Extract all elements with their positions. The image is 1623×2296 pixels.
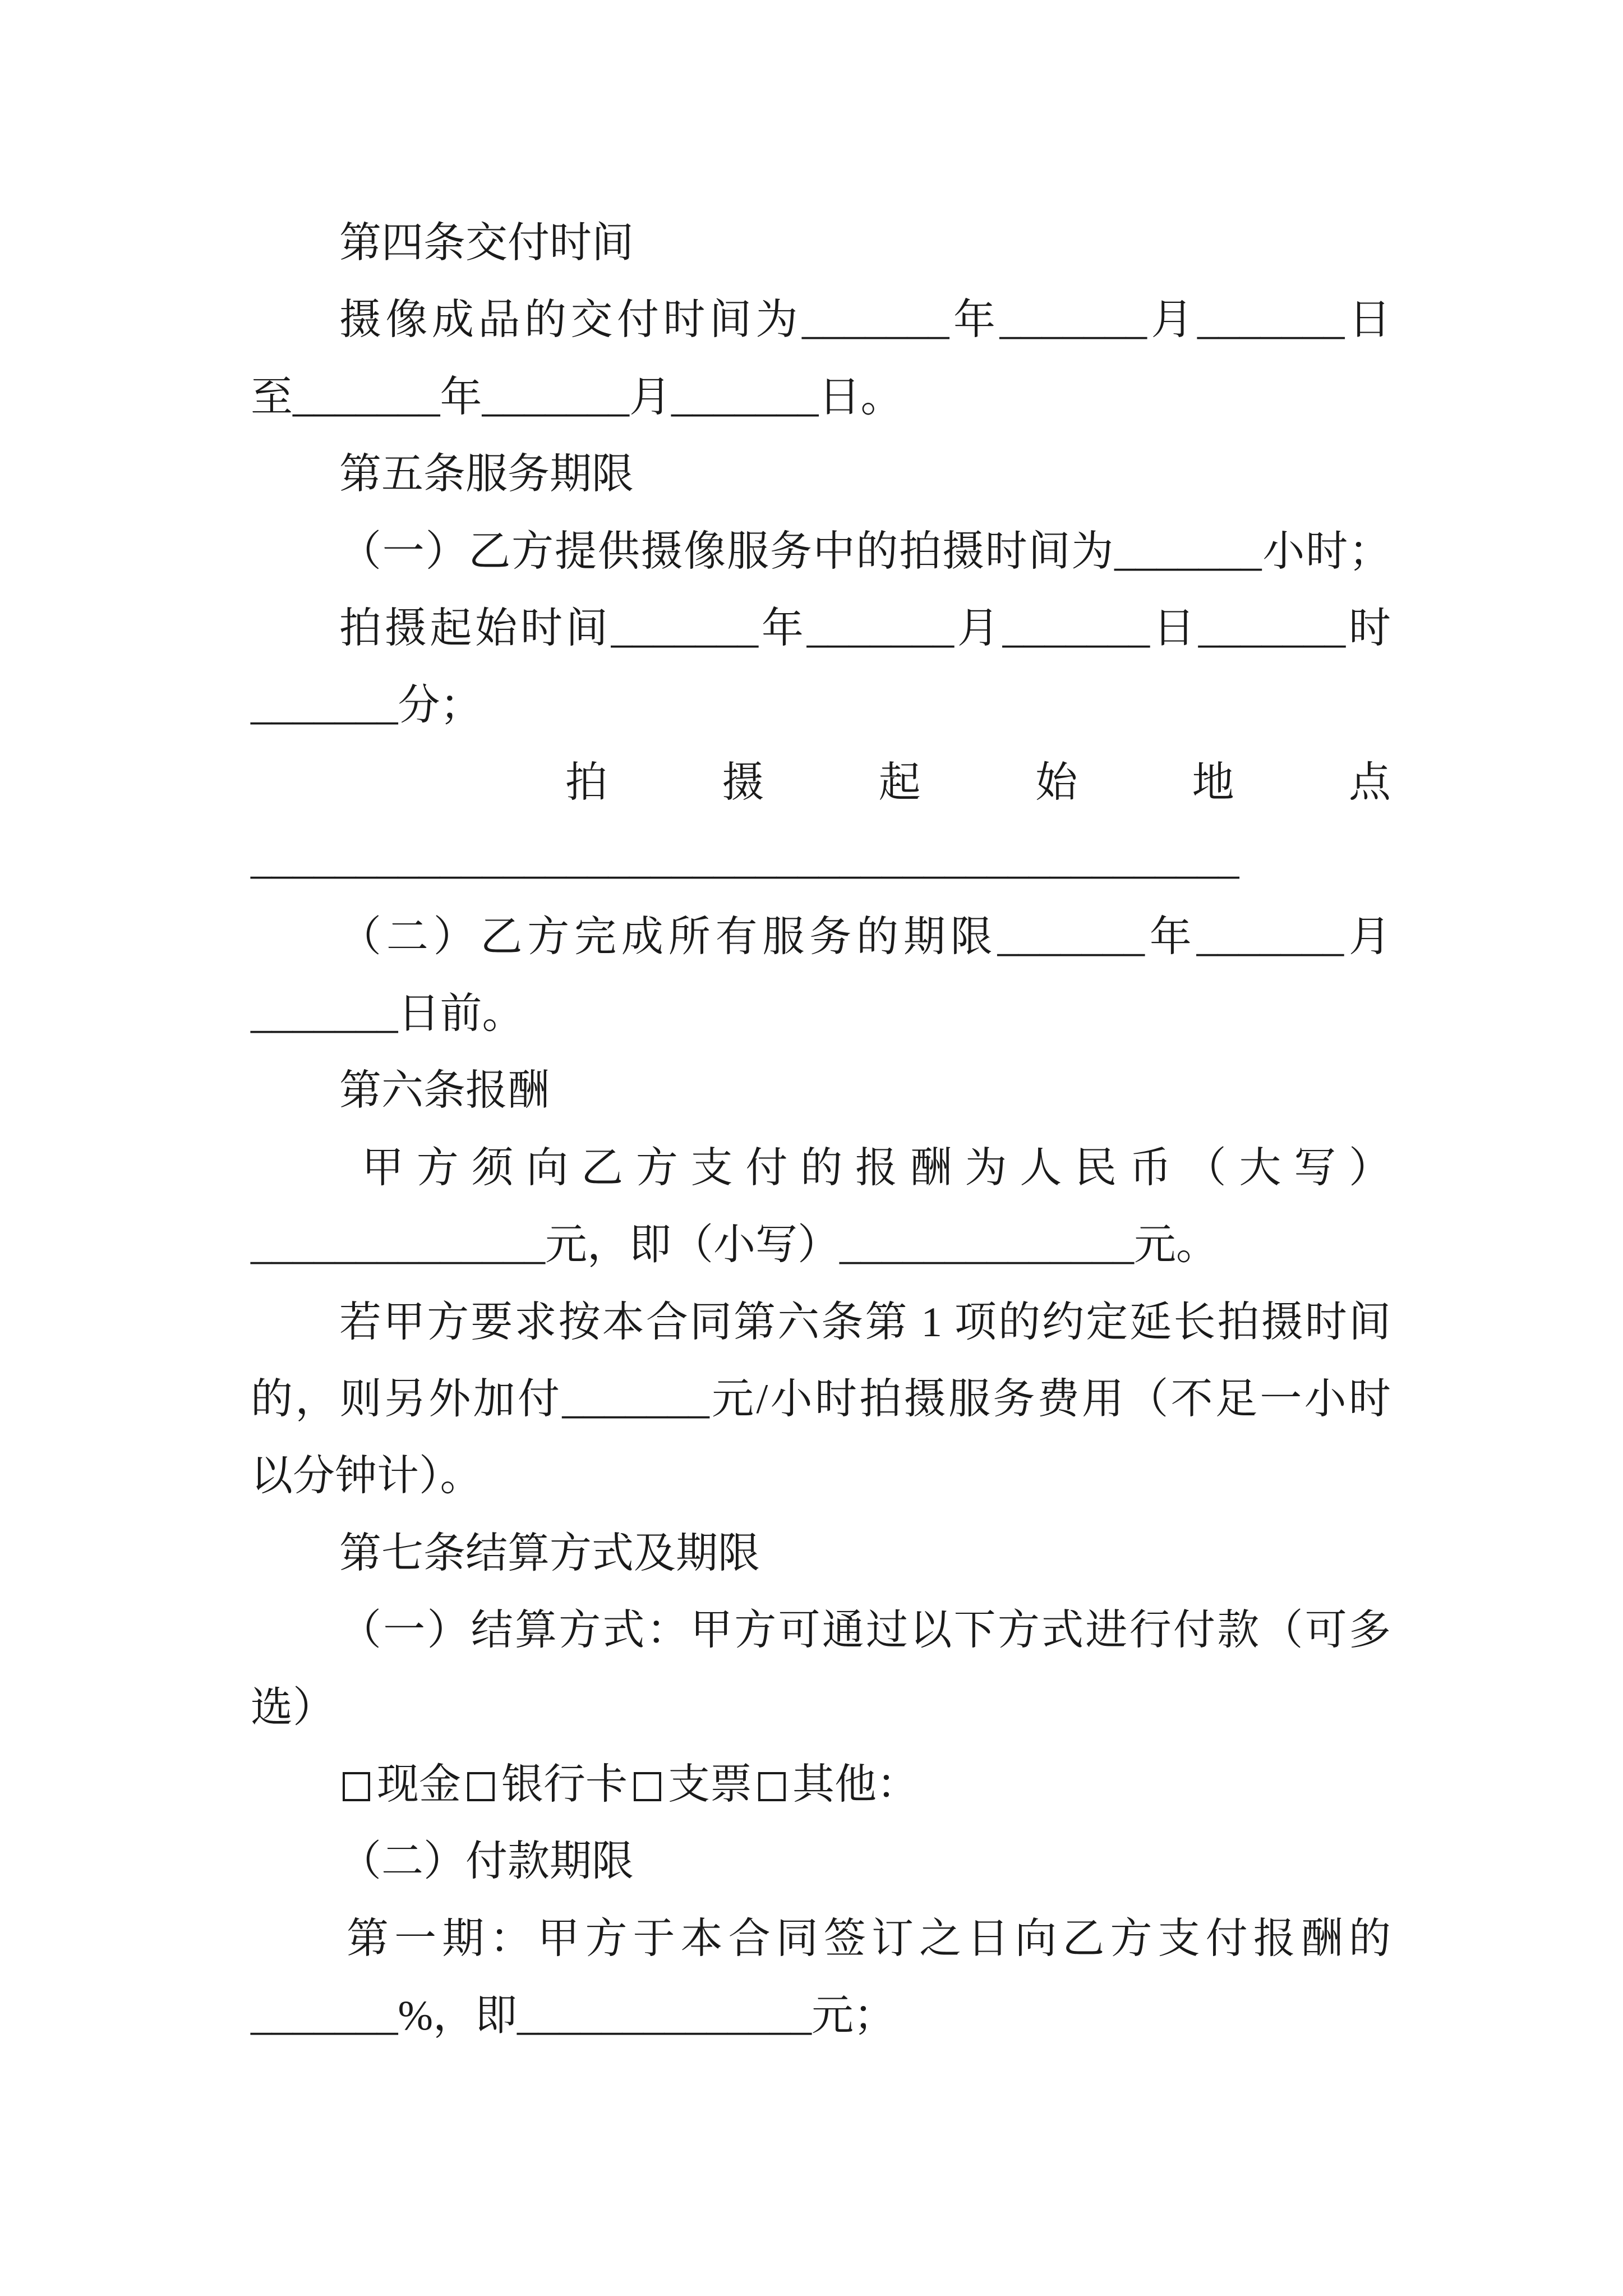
service-deadline-line-2: _______日前。 bbox=[251, 991, 524, 1037]
checkbox-icon bbox=[467, 1772, 495, 1802]
payment-term-heading: （二）付款期限 bbox=[339, 1838, 634, 1885]
remuneration-uppercase-line: 甲方须向乙方支付的报酬为人民币（大写） bbox=[362, 1145, 1391, 1191]
shooting-start-location-blank: _______________________________________________ bbox=[251, 836, 1239, 883]
payment-option-cash bbox=[336, 1746, 461, 1823]
payment-option-label: 支票 bbox=[668, 1761, 753, 1808]
settlement-method-line-2: 选） bbox=[251, 1685, 335, 1731]
payment-option-cheque bbox=[628, 1746, 752, 1823]
payment-option-label: 现金 bbox=[377, 1761, 462, 1808]
payment-method-options bbox=[336, 1746, 919, 1823]
shooting-duration-line: （一）乙方提供摄像服务中的拍摄时间为_______小时； bbox=[339, 528, 1391, 575]
delivery-time-line-1: 摄像成品的交付时间为_______年_______月_______日 bbox=[339, 297, 1391, 343]
payment-option-bank-card bbox=[461, 1746, 628, 1823]
settlement-method-line-1: （一）结算方式：甲方可通过以下方式进行付款（可多 bbox=[339, 1607, 1391, 1654]
shooting-start-minute-line: _______分； bbox=[251, 682, 482, 729]
article-6-heading: 第六条报酬 bbox=[339, 1068, 550, 1114]
payment-option-label: 银行卡 bbox=[501, 1761, 628, 1808]
service-deadline-line-1: （二）乙方完成所有服务的期限_______年_______月 bbox=[339, 914, 1391, 960]
extension-fee-line-1: 若甲方要求按本合同第六条第 1 项的约定延长拍摄时间 bbox=[339, 1299, 1391, 1346]
article-4-heading: 第四条交付时间 bbox=[339, 220, 634, 266]
payment-option-other bbox=[752, 1746, 919, 1823]
first-installment-line-2: _______%，即______________元； bbox=[251, 1993, 896, 2039]
extension-fee-line-3: 以分钟计）。 bbox=[251, 1453, 482, 1499]
shooting-start-time-line: 拍摄起始时间_______年_______月_______日_______时 bbox=[339, 605, 1391, 652]
first-installment-line-1: 第一期：甲方于本合同签订之日向乙方支付报酬的 bbox=[347, 1916, 1391, 1962]
remuneration-amount-line: ______________元，即（小写）______________元。 bbox=[251, 1222, 1219, 1268]
shooting-start-location-label: 拍摄起始地点 bbox=[565, 760, 1391, 806]
delivery-time-line-2: 至_______年_______月_______日。 bbox=[251, 374, 903, 421]
checkbox-icon bbox=[634, 1772, 662, 1802]
extension-fee-line-2: 的，则另外加付_______元/小时拍摄服务费用（不足一小时 bbox=[251, 1376, 1391, 1423]
article-7-heading: 第七条结算方式及期限 bbox=[339, 1530, 760, 1577]
article-5-heading: 第五条服务期限 bbox=[339, 451, 634, 498]
payment-option-label: 其他： bbox=[792, 1761, 919, 1808]
checkbox-icon bbox=[758, 1772, 786, 1802]
checkbox-icon bbox=[343, 1772, 371, 1802]
